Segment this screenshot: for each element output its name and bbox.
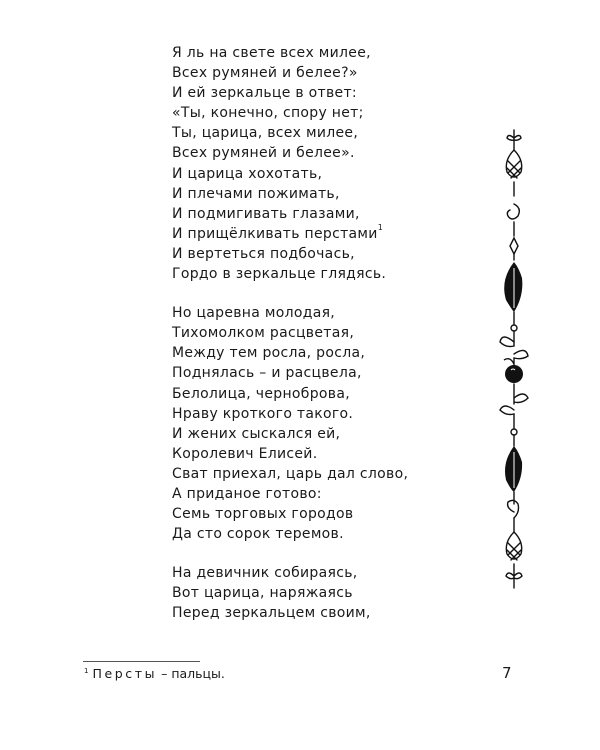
poem-line: Я ль на свете всех милее, <box>172 45 371 61</box>
floral-vine-ornament-icon <box>494 128 534 608</box>
stanza-3 <box>172 563 408 623</box>
page-number: 7 <box>502 664 512 682</box>
poem-line: Белолица, черноброва, <box>172 385 350 402</box>
poem-line: Вот царица, наряжаясь <box>172 585 353 602</box>
poem-line: Всех румяней и белее». <box>172 145 355 162</box>
poem-line: «Ты, конечно, спору нет; <box>172 105 364 122</box>
poem-line: А приданое готово: <box>172 485 322 502</box>
poem-text <box>172 43 408 643</box>
poem-line: Королевич Елисей. <box>172 445 318 462</box>
stanza-2 <box>172 303 408 544</box>
poem-line: Перед зеркальцем своим, <box>172 605 371 622</box>
poem-line: Да сто сорок теремов. <box>172 526 344 543</box>
poem-line: На девичник собираясь, <box>172 565 358 582</box>
poem-line: И плечами пожимать, <box>172 185 340 202</box>
footnote-definition: – пальцы. <box>157 666 225 681</box>
poem-line: Гордо в зеркальце глядясь. <box>172 266 387 283</box>
poem-line: Между тем росла, росла, <box>172 345 366 362</box>
footnote <box>84 666 225 684</box>
footnote-divider <box>83 661 200 662</box>
footnote-term: Персты <box>92 666 158 681</box>
poem-line: И царица хохотать, <box>172 165 323 182</box>
poem-line: Поднялась – и расцвела, <box>172 365 362 382</box>
poem-line: Сват приехал, царь дал слово, <box>172 465 409 482</box>
poem-line: И ей зеркальце в ответ: <box>172 85 357 102</box>
poem-line: Но царевна молодая, <box>172 305 336 322</box>
poem-line: Тихомолком расцветая, <box>172 325 355 342</box>
poem-line: Семь торговых городов <box>172 506 354 523</box>
stanza-1 <box>172 43 408 284</box>
footnote-marker: 1 <box>84 667 89 675</box>
poem-line <box>172 224 408 244</box>
poem-line: И жених сыскался ей, <box>172 425 341 442</box>
poem-line: И подмигивать глазами, <box>172 205 360 222</box>
footnote-reference: 1 <box>377 223 384 233</box>
poem-line-text: И прищёлкивать перстами <box>172 225 378 242</box>
poem-line: Нраву кроткого такого. <box>172 405 354 422</box>
poem-line: Ты, царица, всех милее, <box>172 125 359 142</box>
poem-line: Всех румяней и белее?» <box>172 65 358 82</box>
poem-line: И вертеться подбочась, <box>172 245 355 262</box>
